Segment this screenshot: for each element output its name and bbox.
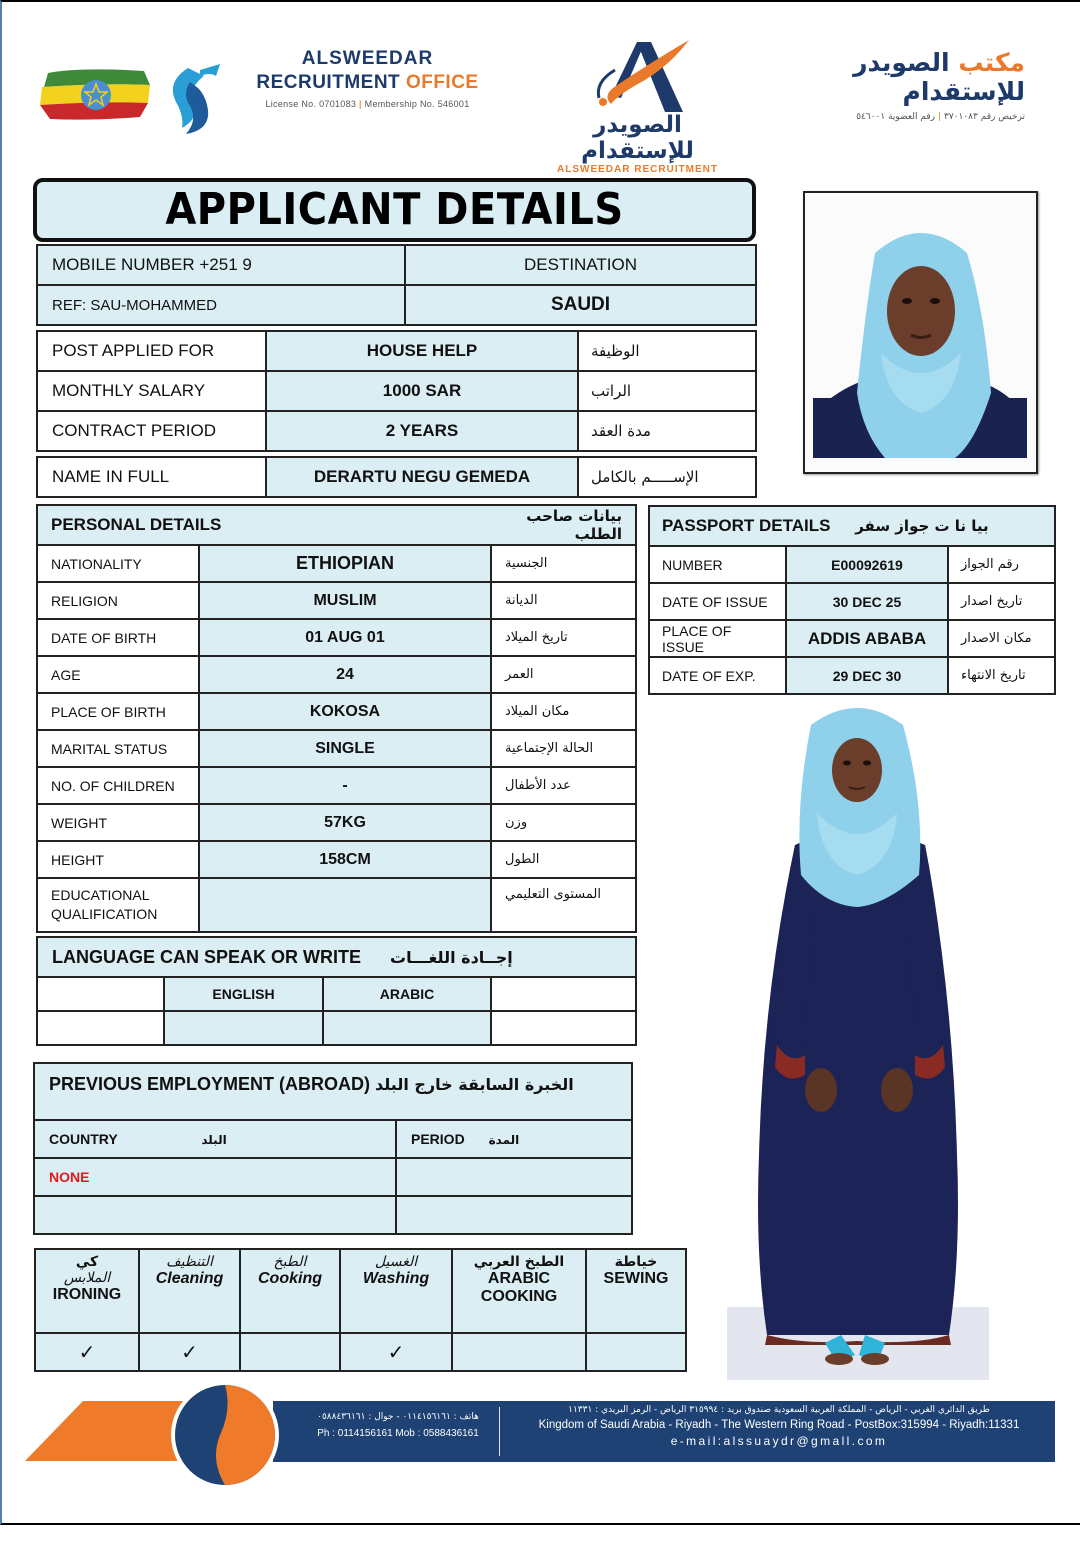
field-ar: وزن bbox=[491, 804, 636, 841]
skill-ar: خياطة bbox=[614, 1254, 658, 1270]
personal-row bbox=[37, 693, 636, 730]
skill-en: Washing bbox=[362, 1270, 430, 1287]
job-row bbox=[37, 411, 756, 451]
skill-check-washing bbox=[340, 1333, 452, 1371]
skill-en: IRONING bbox=[52, 1286, 122, 1303]
skill-ar: كي bbox=[75, 1254, 99, 1270]
field-label: DATE OF BIRTH bbox=[37, 619, 199, 656]
previous-title-cell bbox=[34, 1063, 632, 1120]
s-logo-icon bbox=[160, 62, 222, 140]
field-label: PLACE OF BIRTH bbox=[37, 693, 199, 730]
name-table bbox=[36, 456, 757, 498]
personal-row bbox=[37, 804, 636, 841]
passport-header bbox=[649, 506, 1055, 546]
language-blank bbox=[37, 1011, 164, 1045]
field-ar: الجنسية bbox=[491, 545, 636, 582]
previous-header bbox=[34, 1063, 632, 1120]
field-ar: عدد الأطفال bbox=[491, 767, 636, 804]
personal-row bbox=[37, 545, 636, 582]
job-label: POST APPLIED FOR bbox=[37, 331, 266, 371]
passport-label: DATE OF ISSUE bbox=[649, 583, 786, 620]
education-label-1: EDUCATIONAL bbox=[51, 887, 150, 903]
period-header bbox=[396, 1120, 632, 1158]
language-english-value bbox=[164, 1011, 323, 1045]
country-header bbox=[34, 1120, 396, 1158]
field-label: NATIONALITY bbox=[37, 545, 199, 582]
job-ar: الوظيفة bbox=[578, 331, 756, 371]
passport-ar: مكان الاصدار bbox=[948, 620, 1055, 657]
footer-divider bbox=[499, 1407, 500, 1456]
passport-row bbox=[649, 583, 1055, 620]
passport-row bbox=[649, 620, 1055, 657]
education-value bbox=[199, 878, 491, 932]
passport-label: PLACE OF ISSUE bbox=[649, 620, 786, 657]
name-ar: الإســـــم بالكامل bbox=[578, 457, 756, 497]
full-body-image bbox=[725, 695, 990, 1380]
country-label: COUNTRY bbox=[49, 1131, 118, 1147]
logo-en: ALSWEEDAR RECRUITMENT bbox=[557, 164, 718, 175]
membership-ar: رقم العضوية ٥٤٦٠٠١ bbox=[856, 112, 935, 122]
skill-en-2: COOKING bbox=[480, 1288, 558, 1305]
skill-ar: الغسيل bbox=[374, 1254, 418, 1270]
language-title: LANGUAGE CAN SPEAK OR WRITE bbox=[52, 946, 362, 967]
previous-period-value bbox=[396, 1158, 632, 1196]
page-title: APPLICANT DETAILS bbox=[165, 185, 624, 235]
brand-ar: مكتب الصويدر للإستقدام ترخيص رقم ٣٧٠١٠٨٣ | رقم العضوية ٥٤٦٠٠١ bbox=[853, 48, 1025, 122]
skill-cooking bbox=[240, 1249, 340, 1333]
skill-check-sewing bbox=[586, 1333, 686, 1371]
previous-title: PREVIOUS EMPLOYMENT (ABROAD) bbox=[49, 1074, 371, 1094]
skills-checks bbox=[35, 1333, 686, 1371]
field-value: MUSLIM bbox=[199, 582, 491, 619]
destination-value: SAUDI bbox=[405, 285, 756, 325]
field-value: 158CM bbox=[199, 841, 491, 878]
destination-label: DESTINATION bbox=[405, 245, 756, 285]
skill-ar-2: الملابس bbox=[63, 1270, 111, 1286]
field-value: 57KG bbox=[199, 804, 491, 841]
field-value: SINGLE bbox=[199, 730, 491, 767]
passport-value: 30 DEC 25 bbox=[786, 583, 948, 620]
education-label bbox=[37, 878, 199, 932]
language-arabic-value bbox=[323, 1011, 491, 1045]
personal-row bbox=[37, 841, 636, 878]
footer-logo-icon bbox=[170, 1380, 280, 1490]
job-value: 2 YEARS bbox=[266, 411, 578, 451]
skill-en: Cleaning bbox=[155, 1270, 224, 1287]
skill-en: SEWING bbox=[603, 1270, 669, 1287]
personal-title: PERSONAL DETAILS bbox=[37, 505, 491, 545]
brand-en: ALSWEEDAR RECRUITMENT OFFICE License No. 0701083 | Membership No. 546001 bbox=[250, 48, 485, 109]
skills-header bbox=[35, 1249, 686, 1333]
passport-ar: تاريخ اصدار bbox=[948, 583, 1055, 620]
passport-label: NUMBER bbox=[649, 546, 786, 583]
field-ar: العمر bbox=[491, 656, 636, 693]
language-table bbox=[36, 936, 637, 1046]
license-en: License No. 0701083 bbox=[265, 99, 357, 109]
skill-ar: الطبخ bbox=[273, 1254, 307, 1270]
passport-row bbox=[649, 657, 1055, 694]
field-ar: الديانة bbox=[491, 582, 636, 619]
field-ar: تاريخ الميلاد bbox=[491, 619, 636, 656]
field-value: ETHIOPIAN bbox=[199, 545, 491, 582]
skill-arabic-cooking bbox=[452, 1249, 586, 1333]
page-title-box bbox=[33, 178, 756, 242]
language-title-cell bbox=[37, 937, 636, 977]
full-body-photo bbox=[725, 695, 990, 1380]
brand-sub-a: RECRUITMENT bbox=[256, 72, 401, 93]
skill-check-ironing bbox=[35, 1333, 139, 1371]
check-icon: ✓ bbox=[78, 1341, 96, 1364]
job-value: HOUSE HELP bbox=[266, 331, 578, 371]
ethiopia-flag-icon bbox=[40, 65, 152, 123]
portrait-photo bbox=[803, 191, 1038, 474]
skill-ar: الطبخ العربي bbox=[473, 1254, 565, 1270]
address-ar: طريق الدائري الغربي - الرياض - المملكة العربية السعودية صندوق بريد : ٣١٥٩٩٤ الرياض - الرمز البريدي : ١١٣٣١ bbox=[568, 1405, 990, 1415]
passport-ar: تاريخ الانتهاء bbox=[948, 657, 1055, 694]
previous-country-blank bbox=[34, 1196, 396, 1234]
period-ar: المدة bbox=[488, 1133, 520, 1147]
full-name: DERARTU NEGU GEMEDA bbox=[266, 457, 578, 497]
previous-country-value: NONE bbox=[34, 1158, 396, 1196]
skill-washing bbox=[340, 1249, 452, 1333]
skill-en: ARABIC bbox=[487, 1270, 551, 1287]
skill-ironing bbox=[35, 1249, 139, 1333]
phone-ar: هاتف : ٠١١٤١٥٦١٦١ - جوال : ٠٥٨٨٤٣٦١٦١ bbox=[317, 1412, 479, 1422]
field-label: MARITAL STATUS bbox=[37, 730, 199, 767]
job-value: 1000 SAR bbox=[266, 371, 578, 411]
passport-row bbox=[649, 546, 1055, 583]
field-ar: مكان الميلاد bbox=[491, 693, 636, 730]
passport-value: ADDIS ABABA bbox=[786, 620, 948, 657]
previous-employment-table bbox=[33, 1062, 633, 1235]
skill-check-cooking bbox=[240, 1333, 340, 1371]
footer-phone bbox=[303, 1412, 493, 1439]
language-blank bbox=[491, 977, 636, 1011]
job-label: MONTHLY SALARY bbox=[37, 371, 266, 411]
field-label: AGE bbox=[37, 656, 199, 693]
previous-title-ar: الخبرة السابقة خارج البلد bbox=[375, 1075, 574, 1094]
skills-table bbox=[34, 1248, 687, 1372]
job-label: CONTRACT PERIOD bbox=[37, 411, 266, 451]
field-value: 24 bbox=[199, 656, 491, 693]
field-label: HEIGHT bbox=[37, 841, 199, 878]
job-ar: مدة العقد bbox=[578, 411, 756, 451]
brand-ar-main: الصويدر للإستقدام bbox=[853, 48, 1025, 106]
field-value: 01 AUG 01 bbox=[199, 619, 491, 656]
language-title-ar: إجــادة اللغـــات bbox=[390, 947, 513, 967]
personal-row bbox=[37, 767, 636, 804]
language-header bbox=[37, 937, 636, 977]
contact-table bbox=[36, 244, 757, 326]
brand-name: ALSWEEDAR bbox=[301, 48, 434, 69]
passport-title-ar: بيا نا ت جواز سفر bbox=[855, 517, 989, 535]
personal-row bbox=[37, 878, 636, 932]
skill-sewing bbox=[586, 1249, 686, 1333]
field-ar: الحالة الإجتماعية bbox=[491, 730, 636, 767]
skill-cleaning bbox=[139, 1249, 240, 1333]
footer-bar bbox=[273, 1401, 1055, 1462]
job-row bbox=[37, 331, 756, 371]
education-ar: المستوى التعليمي bbox=[491, 878, 636, 932]
language-arabic: ARABIC bbox=[323, 977, 491, 1011]
personal-row bbox=[37, 619, 636, 656]
personal-row bbox=[37, 730, 636, 767]
email-link[interactable]: e-mail:alssuaydr@gmall.com bbox=[670, 1434, 888, 1448]
language-english: ENGLISH bbox=[164, 977, 323, 1011]
brand-sub-b: OFFICE bbox=[405, 72, 479, 93]
field-ar: الطول bbox=[491, 841, 636, 878]
portrait-image bbox=[805, 193, 1036, 472]
personal-row bbox=[37, 582, 636, 619]
personal-header bbox=[37, 505, 636, 545]
ref: REF: SAU-MOHAMMED bbox=[37, 285, 405, 325]
passport-label: DATE OF EXP. bbox=[649, 657, 786, 694]
name-label: NAME IN FULL bbox=[37, 457, 266, 497]
skill-check-cleaning bbox=[139, 1333, 240, 1371]
previous-period-blank bbox=[396, 1196, 632, 1234]
logo-ar: الصويدر للإستقدام bbox=[581, 112, 694, 164]
field-label: WEIGHT bbox=[37, 804, 199, 841]
job-ar: الراتب bbox=[578, 371, 756, 411]
brand-ar-prefix: مكتب bbox=[958, 48, 1025, 77]
job-table bbox=[36, 330, 757, 452]
footer-address bbox=[505, 1405, 1053, 1448]
mobile-number: MOBILE NUMBER +251 9 bbox=[37, 245, 405, 285]
phone-en: Ph : 0114156161 Mob : 0588436161 bbox=[317, 1428, 479, 1439]
skill-en: Cooking bbox=[258, 1270, 322, 1287]
passport-table bbox=[648, 505, 1056, 695]
a-logo-text bbox=[540, 112, 735, 175]
language-blank bbox=[37, 977, 164, 1011]
personal-title-ar: بيانات صاحب الطلب bbox=[491, 505, 636, 545]
check-icon: ✓ bbox=[387, 1341, 405, 1364]
period-label: PERIOD bbox=[411, 1131, 465, 1147]
passport-value: 29 DEC 30 bbox=[786, 657, 948, 694]
field-value: - bbox=[199, 767, 491, 804]
personal-details-table bbox=[36, 504, 637, 933]
address-en: Kingdom of Saudi Arabia - Riyadh - The Western Ring Road - PostBox:315994 - Riyadh:11331 bbox=[538, 1419, 1020, 1431]
check-icon: ✓ bbox=[181, 1341, 198, 1364]
passport-title: PASSPORT DETAILS bbox=[662, 516, 831, 535]
membership-en: Membership No. 546001 bbox=[364, 99, 470, 109]
education-label-2: QUALIFICATION bbox=[51, 906, 158, 922]
passport-ar: رقم الجواز bbox=[948, 546, 1055, 583]
language-blank bbox=[491, 1011, 636, 1045]
country-ar: البلد bbox=[201, 1133, 227, 1147]
skill-ar: التنظيف bbox=[166, 1254, 213, 1270]
a-logo-icon bbox=[585, 38, 695, 116]
field-label: RELIGION bbox=[37, 582, 199, 619]
passport-value: E00092619 bbox=[786, 546, 948, 583]
job-row bbox=[37, 371, 756, 411]
skill-check-arabic-cooking bbox=[452, 1333, 586, 1371]
personal-row bbox=[37, 656, 636, 693]
license-ar: ترخيص رقم ٣٧٠١٠٨٣ bbox=[944, 112, 1025, 122]
field-value: KOKOSA bbox=[199, 693, 491, 730]
field-label: NO. OF CHILDREN bbox=[37, 767, 199, 804]
passport-title-cell bbox=[649, 506, 1055, 546]
